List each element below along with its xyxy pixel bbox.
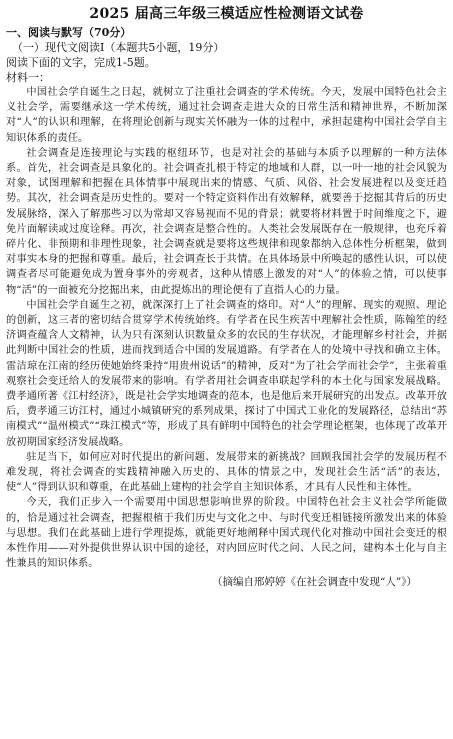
subsection-heading: （一）现代文阅读Ⅰ（本题共5小题，19分）: [12, 41, 225, 54]
article-paragraph: 社会调查是连接理论与实践的枢纽环节，也是对社会的基础与本质予以理解的一种方法体系。首先，社会调查是具象化的。社会调查扎根于特定的地域和人群，以一叶一地的社会风貌为对象，试图理解和把握在具体情事中展现出来的情感、气质、风俗、社会发展进程以及变迁趋势。其次，社会调查是历史性的。要对一个特定资料作出有效解释，就要善于挖掘其背后的历史发展脉络，深入了解那些习以为常却又容易视而不见的背景；就要将材料置于时间维度之下，避免片面解读或过度诠释。再次，社会调查是整合性的。人类社会发展既存在一般规律，也充斥着碎片化、非预期和非理性现象，社会调查就是要将这些规律和现象都纳入总体性分析框架，做到对事实本身的把握和尊重。最后，社会调查长于共情。在具体场景中所唤起的感性认识，可以使调查者尽可能避免成为置身事外的旁观者，这种从情感上激发的对“人”的体验之情，可以使事物“活”的一面被充分挖掘出来，由此提炼出的理论便有了直指人心的力量。: [6, 147, 447, 296]
exam-title: 2025 届高三年级三模适应性检测语文试卷: [89, 6, 364, 22]
article-body: [6, 85, 447, 572]
reading-instruction: 阅读下面的文字，完成1-5题。: [6, 56, 156, 69]
article-paragraph: 驻足当下，如何应对时代提出的新问题、发展带来的新挑战？回顾我国社会学的发展历程不难发现，将社会调查的实践精神融入历史的、具体的情景之中，发现社会生活“活”的表达，使“人”得到认识和尊重，在此基础上建构的社会学自主知识体系，才具有人民性和主体性。: [6, 451, 447, 494]
article-paragraph: 中国社会学自诞生之初，就深深打上了社会调查的烙印。对“人”的理解、现实的观照、理论的创新，这三者的密切结合贯穿学术传统始终。有学者在民生疾苦中理解社会性质，陈翰笙的经济调查蕴含人文精神，认为只有深刻认识数量众多的农民的生存状况，才能理解乡村社会，并据此判断中国社会的性质，进而找到适合中国的发展道路。有学者在人的处境中寻找和确立主体。雷洁琼在江南的经历使她始终秉持“用贵州说话”的精神，反对“为了社会学而社会学”，主张着重观察社会变迁给人的发展带来的影响。有学者用社会调查串联起学科的本土化与国家发展战略。费孝通所著《江村经济》，既是社会学实地调查的范本，也是他后来开展研究的出发点。改革开放后，费孝通三访江村，通过小城镇研究的系列成果，探讨了中国式工业化的发展路径，总结出“苏南模式”“温州模式”“珠江模式”等，形成了具有鲜明中国特色的社会学理论框架，也体现了改革开放初期国家经济发展战略。: [6, 299, 447, 448]
section-heading: 一、阅读与默写（70分）: [6, 26, 132, 39]
article-source: （摘编自邢婷婷《在社会调查中发现“人”》）: [212, 575, 417, 588]
material-label: 材料一：: [6, 71, 50, 84]
article-paragraph: 今天，我们正步入一个需要用中国思想影响世界的阶段。中国特色社会主义社会学所能做的，恰是通过社会调查，把握根植于我们历史与文化之中、与时代变迁相链接所激发出来的体验与思想。我们在此基础上进行学理提炼，就能更好地阐释中国式现代化对推动中国社会变迁的根本性作用——对外提供世界认识中国的途径，对内回应时代之问、人民之问，建构本土化与自主性兼具的知识体系。: [6, 497, 447, 570]
article-paragraph: 中国社会学自诞生之日起，就树立了注重社会调查的学术传统。今天，发展中国特色社会主义社会学，需要继承这一学术传统，通过社会调查走进大众的日常生活和精神世界，不断加深对“人”的认识和理解，在将理论创新与现实关怀融为一体的过程中，承担起建构中国社会学自主知识体系的责任。: [6, 87, 447, 144]
